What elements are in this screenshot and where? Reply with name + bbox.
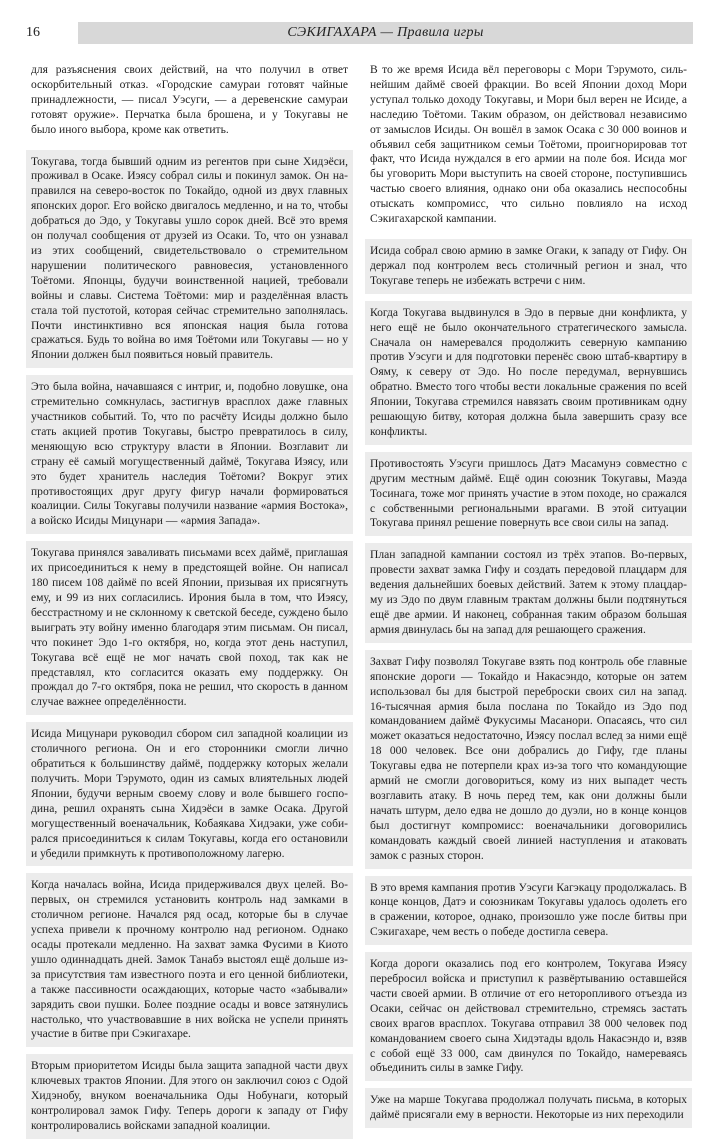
paragraph: Исида собрал свою армию в замке Огаки, к западу от Гифу. Он держал под контролем весь столичный регион и знал, что Токугаве теперь не избежать встречи с ним.	[365, 239, 692, 294]
paragraph: План западной кампании состоял из трёх этапов. Во-первых, провести захват замка Гифу и создать передовой плацдарм для ведения дальнейших боевых действий. Затем к этому плацдарму из Эдо по двум главным трактам должны были подтянуться ещё две армии. И наконец, собранная таким образом большая армия двинулась бы на запад для решающего сражения.	[365, 543, 692, 642]
right-column	[365, 58, 692, 1135]
paragraph: Когда Токугава выдвинулся в Эдо в первые дни конфликта, у него ещё не было окончательного стратегического замысла. Сначала он намеревался продолжить северную кампанию против Уэсуги и для подготовки перенёс свою штаб-квартиру в Ояму, к северу от Эдо. Но после передумал, вернувшись обратно. Вместо того чтобы вести локальные сражения по всей Японии, Токугава стремился навязать своим противникам одну решающую битву, которая должна была завершить сразу все конфликты.	[365, 301, 692, 445]
paragraph: В то же время Исида вёл переговоры с Мори Тэрумото, сильнейшим даймё своей фракции. Во всей Японии доход Мори уступал только доходу Токугавы, и Мори был верен не Исиде, а наследию Тоётоми. Таким образом, он действовал независимо от замыслов Исиды. Он вошёл в замок Осака с 30 000 воинов и объявил себя защитником семьи Тоётоми, проигнорировав тот факт, что Исида нуждался в его армии на поле боя. Исида мог бы уговорить Мори выступить на своей стороне, поступившись частью своего влияния, однако они оба оказались неспособны отыскать компромисс, что сильно повлияло на исход Сэкигахарской кампании.	[370, 64, 687, 226]
paragraph: для разъяснения своих действий, на что получил в ответ оскорбительный отказ. «Городские самураи готовят чайные принадлежности, — писал Уэсуги, — а деревенские самураи готовят оружие». Перчатка была брошена, и у Токугавы не было иного выбора, кроме как ответить.	[31, 64, 348, 136]
paragraph: Захват Гифу позволял Токугаве взять под контроль обе главные японские дороги — Токайдо и Накасэндо, которые он затем использовал бы для быстрой переброски своих сил на запад. 16-тысячная армия была послана по Токайдо из Эдо под командованием даймё Фукусимы Масанори. Опасаясь, что сил может оказаться недостаточно, Иэясу послал вслед за ними ещё 18 000 человек. Все они добрались до Гифу, где планы Токугавы едва не потерпели крах из-за того что командующие армий не смогли договориться, кому из них выпадет честь возглавить атаку. В ночь перед тем, как они должны были начать штурм, дело едва не дошло до дуэли, но в конце концов был достигнут компромисс: военачальники договорились командовать каждый своей линией наступления и атаковать замок с разных сторон.	[365, 650, 692, 869]
paragraph: В это время кампания против Уэсуги Кагэкацу продолжалась. В конце концов, Датэ и союзникам Токугавы удалось одолеть его в сражении, которое, однако, произошло уже после битвы при Сэкигахаре, чем весть о победе достигла севера.	[365, 876, 692, 946]
paragraph: Исида Мицунари руководил сбором сил западной коалиции из столичного региона. Он и его сторонники смогли лично обратиться к большинству даймё, поддержку которых желали получить. Мори Тэрумото, один из самых влиятельных людей Японии, будучи верным своему слову и воле бывшего господина, решил охранять сына Хидэёси в замке Осака. Другой могущественный военачальник, Кобаякава Хидэаки, уже собирался присоединиться к силам Токугавы, когда его остановили и убедили примкнуть к противоположному лагерю.	[26, 722, 353, 866]
paragraph: Уже на марше Токугава продолжал получать письма, в которых даймё присягали ему в верности. Некоторые из них переходили	[365, 1088, 692, 1128]
page-number: 16	[26, 25, 40, 40]
paragraph: Это была война, начавшаяся с интриг, и, подобно ловушке, она стремительно сомкнулась, застигнув врасплох даже главных участников событий. То, что по расчёту Исиды должно было стать акцией против Токугавы, быстро превратилось в силу, меняющую всю структуру власти в Японии. Возглавит ли страну её самый могущественный даймё, Токугава Иэясу, или это будет хранитель наследия Тоётоми? Вокруг этих противостоящих друг другу фигур начали формироваться коалиции. Силы Токугавы получили название «армия Востока», а войско Исиды Мицунари — «армия Запада».	[26, 375, 353, 534]
paragraph: Токугава принялся заваливать письмами всех даймё, приглашая их присоединиться к нему в предстоящей войне. Он написал 180 писем 108 даймё по всей Японии, призывая их присягнуть ему, и 99 из них согласились. Ирония была в том, что Иэясу, бесстрастному и не склонному к светской беседе, суждено было выиграть эту войну именно благодаря этим письмам. Он писал, что покинет Эдо 1-го октября, но, когда этот день наступил, Токугава всё ещё не мог начать свой поход, так как не представлял, кто согласится оказать ему поддержку. Он прождал до 7-го октября, пока не решил, что скорость в данном случае важнее определённости.	[26, 541, 353, 715]
page-header	[26, 22, 693, 44]
left-column	[26, 58, 353, 1146]
paragraph: Вторым приоритетом Исиды была защита западной части двух ключевых трактов Японии. Для этого он заключил союз с Одой Хидэнобу, внуком военачальника Оды Нобунаги, который контролировал замок Гифу. Теперь дороги к западу от Гифу контролировались войсками западной коалиции.	[26, 1054, 353, 1139]
paragraph: Когда началась война, Исида придерживался двух целей. Во-первых, он стремился установить контроль над замками в столичном регионе. Начался ряд осад, которые бы в случае успеха привели к прочному контролю над регионом. Однако осады протекали медленно. На захват замка Фусими в Киото ушло одиннадцать дней. Замок Танабэ выстоял ещё дольше из-за присутствия там известного поэта и его ценной библиотеки, а также пассивности осаждающих, которые часто «забывали» зарядить свои пушки. Более поздние осады и вовсе затянулись настолько, что участвовавшие в них войска не успели принять участие в битве при Сэкигахаре.	[26, 873, 353, 1047]
paragraph: Противостоять Уэсуги пришлось Датэ Масамунэ совместно с другим местным даймё. Ещё один союзник Токугавы, Маэда Тосинага, тоже мог принять участие в этом походе, но сражался с собственными региональными врагами. В этой ситуации Токугава принял решение повернуть все свои силы на запад.	[365, 452, 692, 537]
paragraph: Когда дороги оказались под его контролем, Токугава Иэясу перебросил войска и приступил к развёртыванию оставшейся части своей армии. В отличие от его неторопливого отъезда из Осаки, сейчас он действовал стремительно, стремясь застать своих врагов врасплох. Токугава отправил 38 000 человек под командованием своего сына Хидэтады вдоль Накасэндо и, взяв с собой ещё 33 000, сам двинулся по Токайдо, намереваясь объединить силы в замке Гифу.	[365, 952, 692, 1081]
paragraph: Токугава, тогда бывший одним из регентов при сыне Хидэёси, проживал в Осаке. Иэясу собрал силы и покинул замок. Он направился на северо-восток по Токайдо, одной из двух главных японских дорог. Его войско двигалось медленно, и на то, чтобы добраться до Эдо, у Токугавы ушло сорок дней. Всё это время он получал сообщения от друзей из Осаки. То, что он узнавал из этих сообщений, свидетельствовало о стремительном нарушении политического равновесия, установленного Тоётоми. Японцы, будучи воинственной нацией, требовали войны и славы. Система Тоётоми: мир и разделённая власть стала той пустотой, которая сейчас стремительно заполнялась. Почти инстинктивно вся японская нация была готова сражаться. Будь то война во имя Тоётоми или Токугавы — но у Японии должен был появиться новый правитель.	[26, 150, 353, 369]
running-title: СЭКИГАХАРА — Правила игры	[78, 22, 693, 44]
